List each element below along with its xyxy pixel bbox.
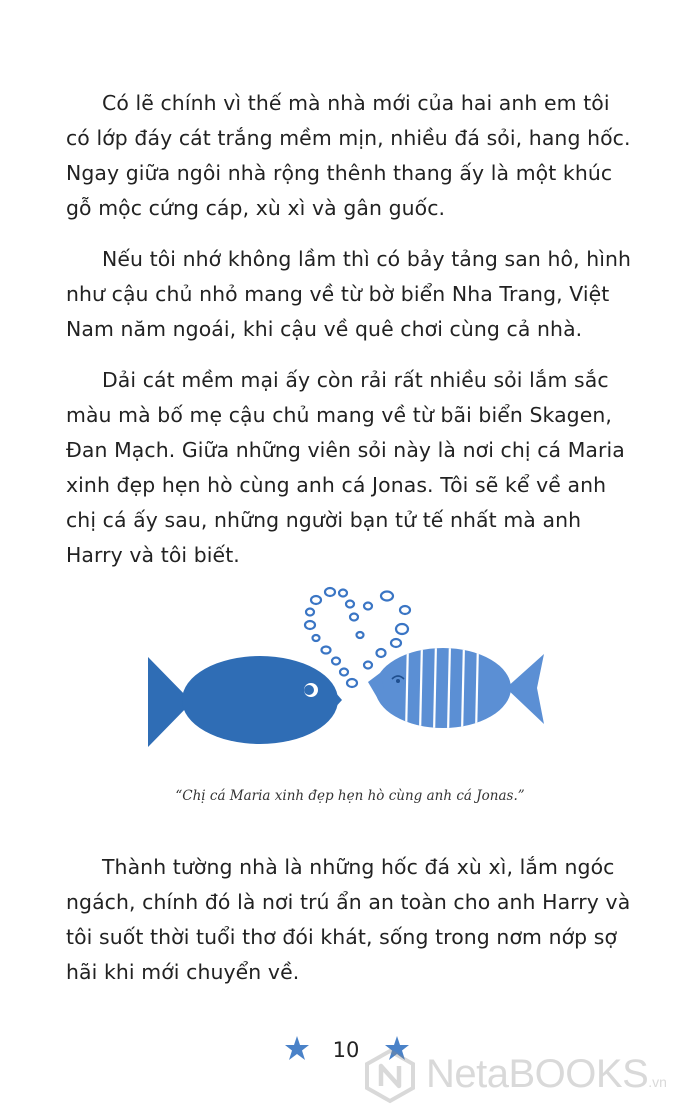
body-text-bottom — [66, 850, 636, 990]
paragraph-3: Dải cát mềm mại ấy còn rải rất nhiều sỏi lắm sắc màu mà bố mẹ cậu chủ mang về từ bãi biển Skagen, Đan Mạch. Giữa những viên sỏi này là nơi chị cá Maria xinh đẹp hẹn hò cùng anh cá Jonas. Tôi sẽ kể về anh chị cá ấy sau, những người bạn tử tế nhất mà anh Harry và tôi biết. — [66, 368, 625, 567]
kissing-fish-illustration — [140, 575, 560, 760]
illustration-caption: “Chị cá Maria xinh đẹp hẹn hò cùng anh cá Jonas.” — [175, 788, 525, 804]
watermark-text — [426, 1052, 667, 1097]
paragraph-2: Nếu tôi nhớ không lầm thì có bảy tảng san hô, hình như cậu chủ nhỏ mang về từ bờ biển Nha Trang, Việt Nam năm ngoái, khi cậu về quê chơi cùng cả nhà. — [66, 247, 632, 341]
page-number: 10 — [332, 1038, 360, 1062]
paragraph-1: Có lẽ chính vì thế mà nhà mới của hai anh em tôi có lớp đáy cát trắng mềm mịn, nhiều đá sỏi, hang hốc. Ngay giữa ngôi nhà rộng thênh thang ấy là một khúc gỗ mộc cứng cáp, xù xì và gân guốc. — [66, 91, 631, 220]
body-text-top — [66, 86, 636, 573]
right-fish-icon — [368, 641, 544, 735]
paragraph-4: Thành tường nhà là những hốc đá xù xì, lắm ngóc ngách, chính đó là nơi trú ẩn an toàn cho anh Harry và tôi suốt thời tuổi thơ đói khát, sống trong nơm nớp sợ hãi khi mới chuyển về. — [66, 855, 631, 984]
star-icon — [284, 1035, 310, 1061]
watermark-brand: NetaBOOKS — [426, 1052, 649, 1096]
netabooks-watermark — [362, 1048, 692, 1104]
watermark-suffix: .vn — [648, 1074, 667, 1090]
left-fish-icon — [148, 656, 342, 747]
netabooks-logo-icon — [362, 1048, 418, 1104]
